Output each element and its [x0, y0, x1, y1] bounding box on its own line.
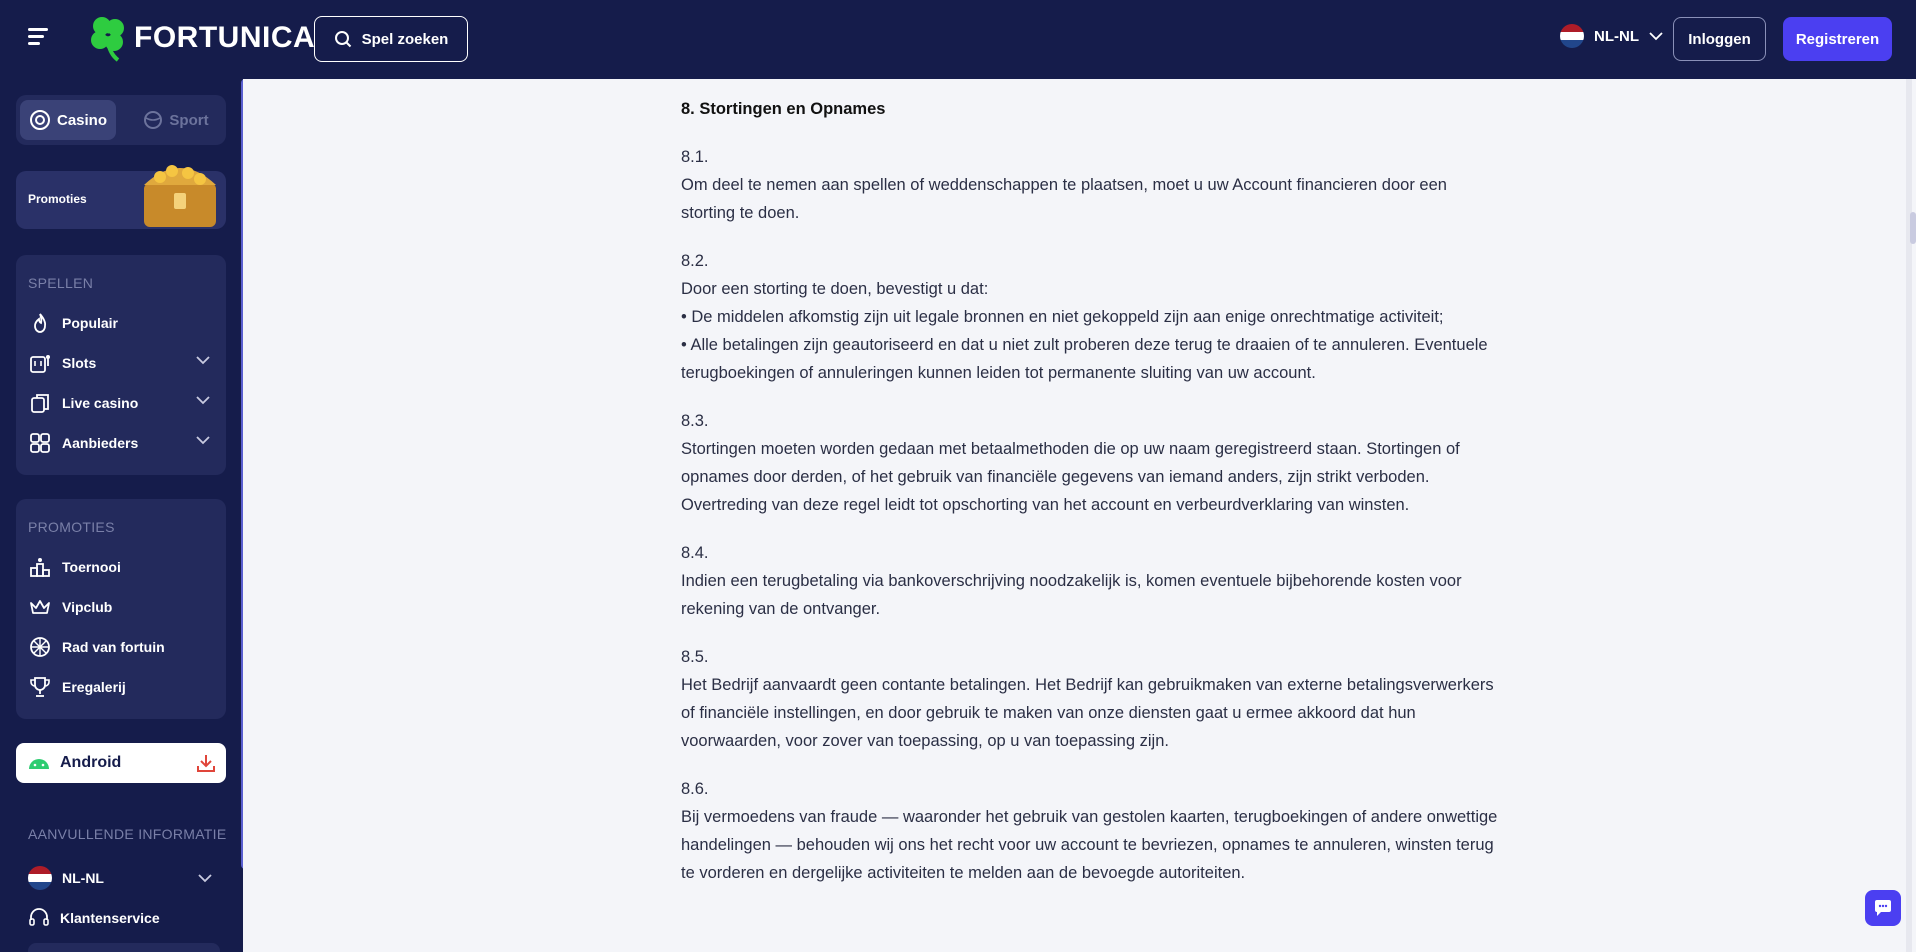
- promotions-panel: [16, 499, 226, 719]
- android-app-button[interactable]: [16, 743, 226, 783]
- sidebar-item-label: Populair: [62, 315, 119, 331]
- slot-machine-icon: [28, 351, 52, 375]
- sidebar-item-label: Aanbieders: [62, 435, 139, 451]
- clause-text: Het Bedrijf aanvaardt geen contante betalingen. Het Bedrijf kan gebruikmaken van externe betalingsverwerkers of financiële instellingen, en door gebruik te maken van onze diensten gaat u ermee akkoord dat hun voorwaarden, voor zover van toepassing, op u van toepassing zijn.: [681, 676, 1494, 750]
- brand-name: FORTUNICA: [134, 21, 316, 54]
- clause-text: Stortingen moeten worden gedaan met betaalmethoden die op uw naam geregistreerd staan. Stortingen of opnames door derden, of het gebruik van financiële gegevens van iemand anders, zijn strikt verboden. Overtreding van deze regel leidt tot opschorting van het account en verbeurdverklaring van winsten.: [681, 440, 1460, 514]
- search-button-label: Spel zoeken: [361, 30, 449, 48]
- clover-logo-icon: [88, 14, 128, 62]
- android-button-label: Android: [60, 754, 122, 771]
- wheel-icon: [28, 635, 52, 659]
- additional-info-title: AANVULLENDE INFORMATIE: [28, 826, 227, 842]
- download-icon: [196, 753, 216, 773]
- terms-clause: [681, 539, 1501, 623]
- chevron-down-icon: [196, 395, 210, 405]
- terms-clause: [681, 775, 1501, 887]
- sidebar-item-label: Slots: [62, 355, 97, 371]
- clause-number: 8.3.: [681, 412, 709, 430]
- top-header: [0, 0, 1916, 79]
- chevron-down-icon: [196, 435, 210, 445]
- logo[interactable]: [88, 14, 315, 62]
- sidebar-item-toernooi[interactable]: [16, 547, 226, 587]
- section-title: 8. Stortingen en Opnames: [681, 100, 886, 118]
- games-panel: [16, 255, 226, 475]
- fire-icon: [28, 311, 52, 335]
- trophy-icon: [28, 675, 52, 699]
- chat-button[interactable]: [1865, 890, 1901, 926]
- menu-icon[interactable]: [28, 28, 50, 48]
- sport-tab-label: Sport: [169, 111, 209, 129]
- netherlands-flag-icon: [28, 866, 52, 890]
- sidebar-item-rad-van-fortuin[interactable]: [16, 627, 226, 667]
- sidebar-item-slots[interactable]: [16, 343, 226, 383]
- sidebar-item-label: Klantenservice: [60, 910, 160, 926]
- chevron-down-icon: [198, 873, 212, 883]
- casino-chip-icon: [29, 109, 51, 131]
- sidebar: [0, 79, 243, 952]
- promotions-section-title: PROMOTIES: [28, 519, 115, 535]
- search-button[interactable]: [314, 16, 468, 62]
- login-button[interactable]: Inloggen: [1673, 17, 1766, 61]
- register-button[interactable]: Registreren: [1783, 17, 1892, 61]
- sidebar-item-label: Rad van fortuin: [62, 639, 165, 655]
- sidebar-language-label: NL-NL: [62, 870, 104, 886]
- sidebar-item-populair[interactable]: [16, 303, 226, 343]
- chevron-down-icon: [1649, 31, 1663, 41]
- grid-icon: [28, 431, 52, 455]
- ball-icon: [143, 110, 163, 130]
- language-label: NL-NL: [1594, 27, 1639, 45]
- language-selector[interactable]: [1560, 24, 1663, 48]
- chevron-down-icon: [196, 355, 210, 365]
- clause-number: 8.1.: [681, 148, 709, 166]
- crown-icon: [28, 595, 52, 619]
- chat-bubble-icon: [1873, 899, 1893, 917]
- android-icon: [28, 756, 50, 770]
- cards-icon: [28, 391, 52, 415]
- casino-tab-label: Casino: [56, 111, 107, 129]
- sidebar-item-live-casino[interactable]: [16, 383, 226, 423]
- sidebar-item-label: Toernooi: [62, 559, 121, 575]
- terms-clause: [681, 143, 1501, 227]
- clause-number: 8.5.: [681, 648, 709, 666]
- sidebar-item-label: Vipclub: [62, 599, 113, 615]
- clause-text: • Alle betalingen zijn geautoriseerd en dat u niet zult proberen deze terug te draaien of te annuleren. Eventuele terugboekingen of annuleringen kunnen leiden tot permanente sluiting van uw account.: [681, 336, 1488, 382]
- clause-text: Indien een terugbetaling via bankoverschrijving noodzakelijk is, komen eventuele bijbehorende kosten voor rekening van de ontvanger.: [681, 572, 1462, 618]
- clause-text: Om deel te nemen aan spellen of weddenschappen te plaatsen, moet u uw Account financieren door een storting te doen.: [681, 176, 1447, 222]
- sidebar-item-label: Live casino: [62, 395, 139, 411]
- treasure-chest-icon: [136, 153, 226, 231]
- search-icon: [334, 30, 352, 48]
- clause-text: Bij vermoedens van fraude — waaronder het gebruik van gestolen kaarten, terugboekingen of andere onwettige handelingen — behouden wij ons het recht voor uw account te bevriezen, opnames te annuleren, winsten terug te vorderen en dergelijke activiteiten te melden aan de bevoegde autoriteiten.: [681, 808, 1498, 882]
- sidebar-scrollbar[interactable]: [241, 79, 243, 869]
- clause-number: 8.4.: [681, 544, 709, 562]
- page-scrollbar-thumb[interactable]: [1910, 212, 1916, 244]
- terms-clause: [681, 407, 1501, 519]
- sidebar-item-klantenservice[interactable]: [28, 903, 160, 933]
- casino-sport-switch: [16, 95, 226, 145]
- terms-clause: [681, 247, 1501, 387]
- page-scrollbar[interactable]: [1906, 79, 1912, 952]
- sidebar-next-item-partial[interactable]: [28, 943, 220, 952]
- sport-tab[interactable]: [128, 100, 224, 140]
- main-content: [250, 79, 1912, 952]
- games-section-title: SPELLEN: [28, 275, 94, 291]
- podium-icon: [28, 555, 52, 579]
- sidebar-item-label: Eregalerij: [62, 679, 126, 695]
- promotions-card[interactable]: [16, 171, 226, 229]
- netherlands-flag-icon: [1560, 24, 1584, 48]
- clause-text: • De middelen afkomstig zijn uit legale bronnen en niet gekoppeld zijn aan enige onrechtmatige activiteit;: [681, 308, 1444, 326]
- headset-icon: [28, 907, 50, 929]
- casino-tab[interactable]: [20, 100, 116, 140]
- clause-number: 8.2.: [681, 252, 709, 270]
- sidebar-item-aanbieders[interactable]: [16, 423, 226, 463]
- sidebar-language-selector[interactable]: [28, 863, 212, 893]
- terms-content: [681, 79, 1501, 887]
- clause-number: 8.6.: [681, 780, 709, 798]
- sidebar-item-eregalerij[interactable]: [16, 667, 226, 707]
- promotions-card-label: Promoties: [28, 192, 87, 206]
- sidebar-item-vipclub[interactable]: [16, 587, 226, 627]
- clause-text: Door een storting te doen, bevestigt u dat:: [681, 280, 989, 298]
- terms-clause: [681, 643, 1501, 755]
